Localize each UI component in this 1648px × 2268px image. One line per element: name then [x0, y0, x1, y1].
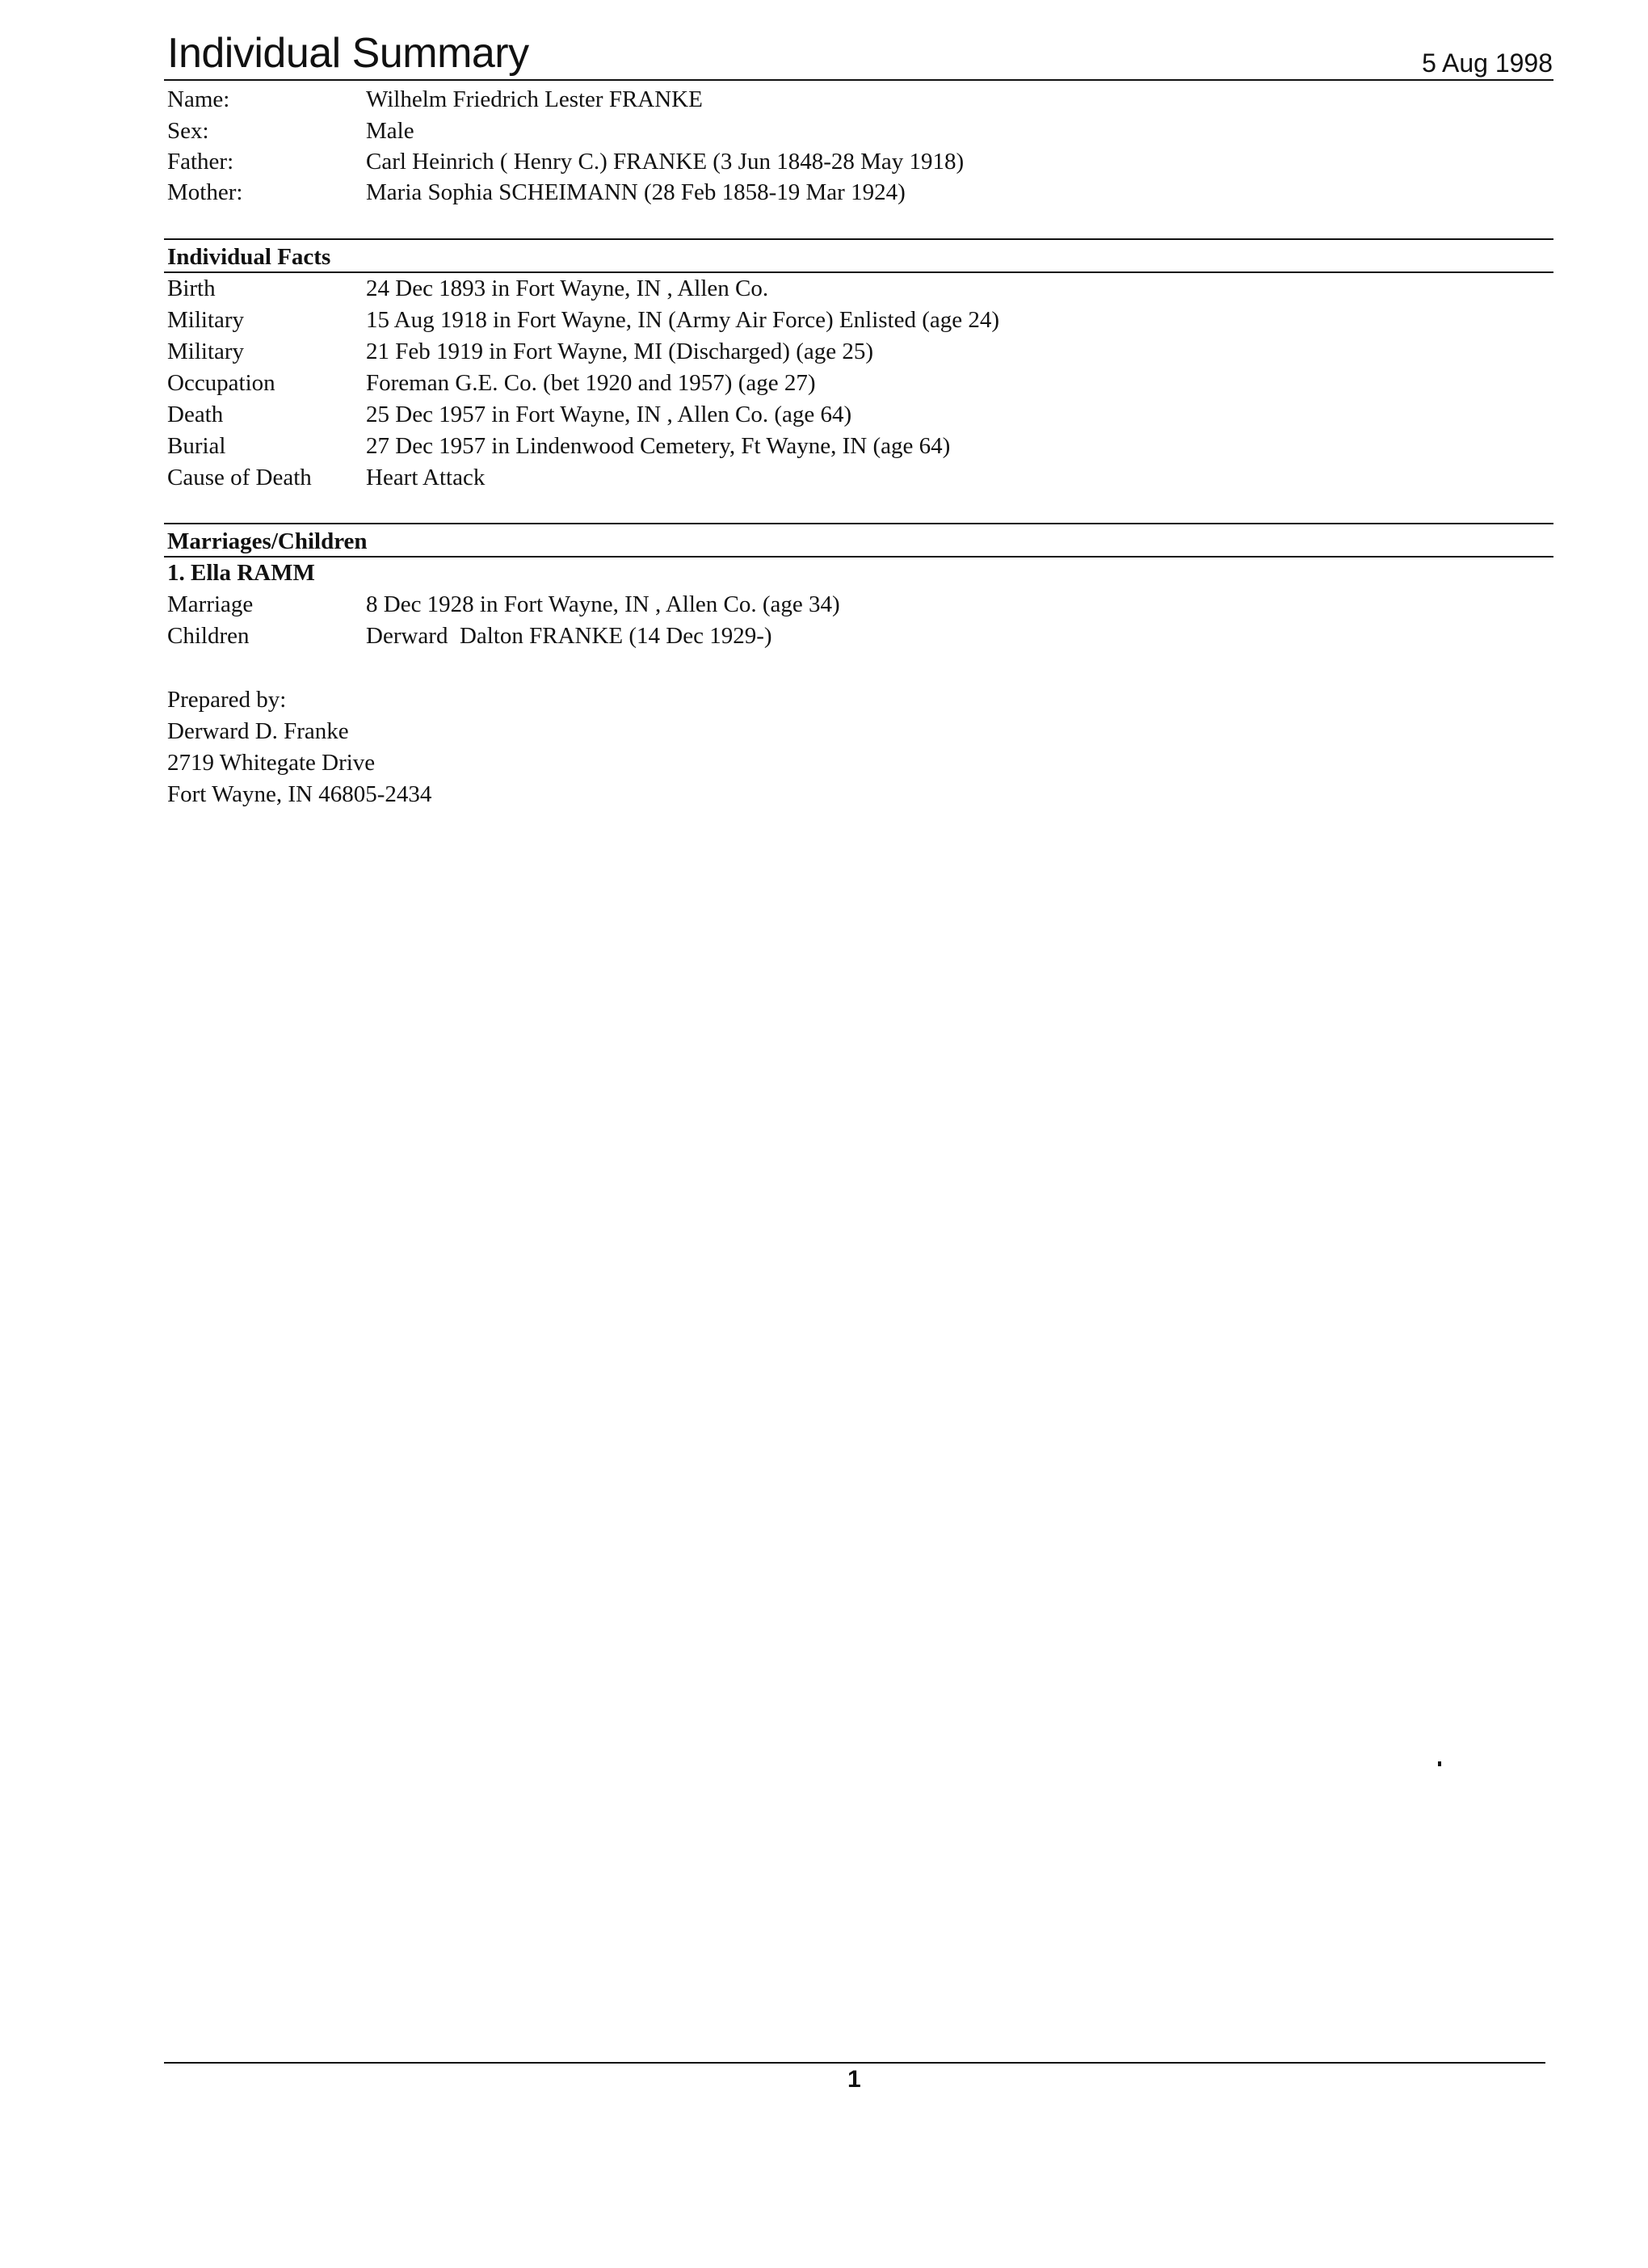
marriages-section-title: Marriages/Children [167, 528, 368, 554]
fact-label: Birth [167, 276, 216, 301]
footer-rule [164, 2062, 1545, 2064]
facts-section-title: Individual Facts [167, 244, 331, 270]
marriage-label: Marriage [167, 591, 254, 617]
header-rule [164, 79, 1553, 81]
page-number: 1 [847, 2066, 861, 2093]
fact-value: Foreman G.E. Co. (bet 1920 and 1957) (age 27) [366, 370, 816, 396]
name-label: Name: [167, 86, 230, 112]
sex-row [167, 116, 414, 146]
facts-top-rule [164, 238, 1553, 240]
fact-label: Death [167, 402, 224, 427]
mother-row [167, 177, 906, 208]
fact-label: Military [167, 307, 245, 333]
name-value: Wilhelm Friedrich Lester FRANKE [366, 86, 703, 112]
fact-value: 15 Aug 1918 in Fort Wayne, IN (Army Air Force) Enlisted (age 24) [366, 307, 1000, 333]
fact-row [167, 431, 950, 461]
preparer-street: 2719 Whitegate Drive [167, 750, 376, 776]
report-date: 5 Aug 1998 [1422, 48, 1553, 78]
fact-row [167, 305, 999, 335]
fact-label: Occupation [167, 370, 275, 396]
name-row [167, 84, 703, 115]
fact-value: 24 Dec 1893 in Fort Wayne, IN , Allen Co. [366, 276, 769, 301]
fact-label: Burial [167, 433, 226, 459]
marriages-bottom-rule [164, 556, 1553, 558]
scan-speck [1438, 1761, 1441, 1766]
prepared-by-heading: Prepared by: [167, 687, 287, 713]
fact-row [167, 399, 851, 430]
sex-value: Male [366, 118, 414, 144]
fact-row [167, 368, 816, 398]
marriage-row [167, 589, 840, 620]
sex-label: Sex: [167, 118, 209, 144]
preparer-city: Fort Wayne, IN 46805-2434 [167, 781, 432, 807]
fact-row [167, 462, 485, 493]
children-row [167, 621, 772, 651]
fact-row [167, 336, 873, 367]
children-value: Derward Dalton FRANKE (14 Dec 1929-) [366, 623, 772, 649]
fact-value: 21 Feb 1919 in Fort Wayne, MI (Discharged) (age 25) [366, 339, 874, 364]
mother-label: Mother: [167, 179, 243, 205]
fact-label: Cause of Death [167, 465, 312, 490]
marriage-value: 8 Dec 1928 in Fort Wayne, IN , Allen Co. (age 34) [366, 591, 840, 617]
mother-value: Maria Sophia SCHEIMANN (28 Feb 1858-19 Mar 1924) [366, 179, 906, 205]
spouse-name: 1. Ella RAMM [167, 560, 315, 586]
father-label: Father: [167, 149, 234, 175]
father-value: Carl Heinrich ( Henry C.) FRANKE (3 Jun 1848-28 May 1918) [366, 149, 965, 175]
fact-value: Heart Attack [366, 465, 486, 490]
fact-value: 27 Dec 1957 in Lindenwood Cemetery, Ft Wayne, IN (age 64) [366, 433, 951, 459]
marriages-top-rule [164, 523, 1553, 524]
fact-row [167, 273, 768, 304]
fact-label: Military [167, 339, 245, 364]
fact-value: 25 Dec 1957 in Fort Wayne, IN , Allen Co. (age 64) [366, 402, 852, 427]
father-row [167, 146, 964, 177]
preparer-name: Derward D. Franke [167, 718, 349, 744]
page-title: Individual Summary [167, 30, 529, 77]
children-label: Children [167, 623, 250, 649]
